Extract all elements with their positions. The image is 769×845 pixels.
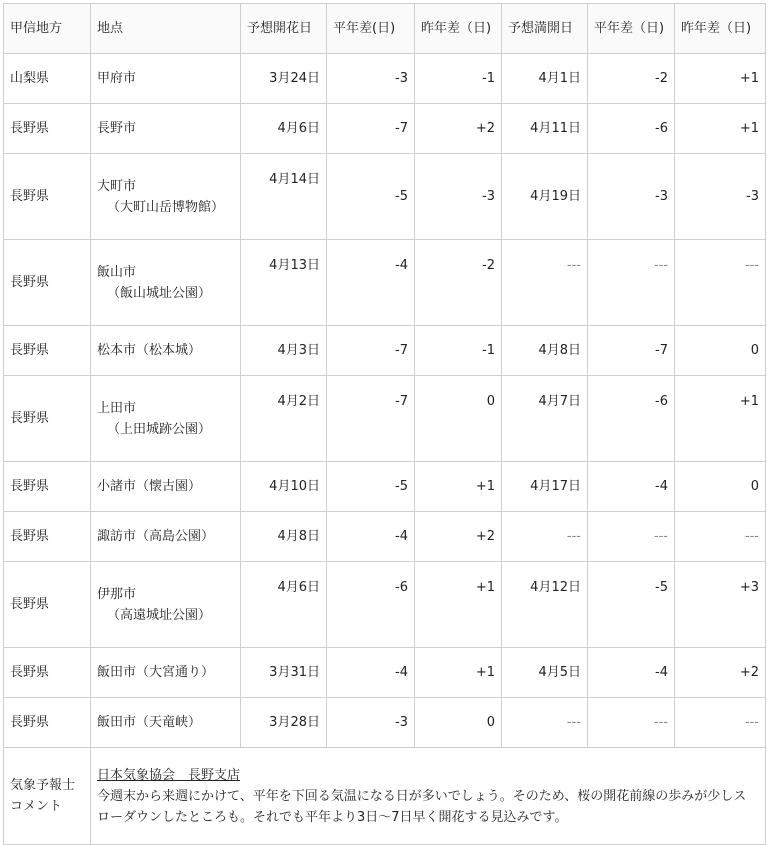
- header-location: 地点: [91, 4, 241, 54]
- bloom-vs-last-year-cell: 0: [415, 698, 502, 748]
- sakura-forecast-table: [3, 3, 766, 845]
- full-vs-last-year-cell: +1: [675, 54, 766, 104]
- full-vs-last-year-cell: +1: [675, 376, 766, 462]
- prefecture-cell: 長野県: [4, 648, 91, 698]
- prefecture-cell: 長野県: [4, 698, 91, 748]
- forecaster-comment-row: [4, 748, 766, 845]
- table-row: [4, 326, 766, 376]
- full-bloom-date-cell: ---: [502, 698, 588, 748]
- location-detail: （飯山城址公園）: [107, 285, 212, 301]
- bloom-vs-last-year-cell: +1: [415, 562, 502, 648]
- location-name: 飯山市: [97, 264, 137, 280]
- table-row: [4, 240, 766, 326]
- bloom-vs-average-cell: -5: [327, 462, 415, 512]
- full-vs-average-cell: -6: [588, 376, 675, 462]
- full-bloom-date-cell: 4月12日: [502, 562, 588, 648]
- bloom-vs-average-cell: -7: [327, 326, 415, 376]
- full-bloom-date-cell: ---: [502, 512, 588, 562]
- prefecture-cell: 長野県: [4, 104, 91, 154]
- location-detail: （大町山岳博物館）: [107, 199, 225, 215]
- bloom-vs-last-year-cell: +2: [415, 104, 502, 154]
- prefecture-cell: 長野県: [4, 326, 91, 376]
- full-bloom-date-cell: 4月5日: [502, 648, 588, 698]
- bloom-date-cell: 3月24日: [241, 54, 327, 104]
- full-vs-average-cell: -7: [588, 326, 675, 376]
- bloom-vs-average-cell: -3: [327, 54, 415, 104]
- bloom-vs-average-cell: -5: [327, 154, 415, 240]
- prefecture-cell: 長野県: [4, 512, 91, 562]
- comment-label-line1: 気象予報士: [10, 778, 76, 793]
- bloom-vs-average-cell: -4: [327, 512, 415, 562]
- prefecture-cell: 長野県: [4, 154, 91, 240]
- table-row: [4, 512, 766, 562]
- full-vs-average-cell: -4: [588, 462, 675, 512]
- location-name: 上田市: [97, 400, 137, 416]
- full-vs-average-cell: ---: [588, 240, 675, 326]
- bloom-vs-average-cell: -7: [327, 104, 415, 154]
- full-vs-average-cell: -5: [588, 562, 675, 648]
- full-vs-last-year-cell: 0: [675, 462, 766, 512]
- full-bloom-date-cell: 4月7日: [502, 376, 588, 462]
- comment-text: 今週末から来週にかけて、平年を下回る気温になる日が多いでしょう。そのため、桜の開花前線の歩みが少しスローダウンしたところも。それでも平年より3日〜7日早く開花する見込みです。: [97, 788, 747, 825]
- bloom-date-cell: 4月6日: [241, 562, 327, 648]
- table-row: [4, 54, 766, 104]
- full-vs-average-cell: -6: [588, 104, 675, 154]
- location-cell: [91, 240, 241, 326]
- location-cell: [91, 376, 241, 462]
- full-bloom-date-cell: 4月8日: [502, 326, 588, 376]
- full-bloom-date-cell: 4月1日: [502, 54, 588, 104]
- location-cell: 甲府市: [91, 54, 241, 104]
- full-vs-average-cell: -3: [588, 154, 675, 240]
- header-full-vs-last-year: 昨年差（日): [675, 4, 766, 54]
- prefecture-cell: 長野県: [4, 376, 91, 462]
- bloom-date-cell: 4月14日: [241, 154, 327, 240]
- full-vs-average-cell: ---: [588, 698, 675, 748]
- full-vs-last-year-cell: ---: [675, 512, 766, 562]
- bloom-vs-last-year-cell: -1: [415, 54, 502, 104]
- bloom-vs-average-cell: -4: [327, 648, 415, 698]
- prefecture-cell: 長野県: [4, 240, 91, 326]
- bloom-date-cell: 4月2日: [241, 376, 327, 462]
- full-vs-average-cell: -4: [588, 648, 675, 698]
- full-vs-average-cell: -2: [588, 54, 675, 104]
- prefecture-cell: 山梨県: [4, 54, 91, 104]
- bloom-vs-average-cell: -6: [327, 562, 415, 648]
- bloom-vs-average-cell: -7: [327, 376, 415, 462]
- comment-body-cell: [91, 748, 766, 845]
- table-row: [4, 154, 766, 240]
- full-vs-last-year-cell: +2: [675, 648, 766, 698]
- full-bloom-date-cell: 4月17日: [502, 462, 588, 512]
- header-bloom-vs-last-year: 昨年差（日): [415, 4, 502, 54]
- bloom-vs-average-cell: -3: [327, 698, 415, 748]
- location-cell: 飯田市（大宮通り）: [91, 648, 241, 698]
- full-bloom-date-cell: ---: [502, 240, 588, 326]
- location-cell: 松本市（松本城）: [91, 326, 241, 376]
- bloom-date-cell: 4月10日: [241, 462, 327, 512]
- header-full-bloom-date: 予想満開日: [502, 4, 588, 54]
- bloom-date-cell: 4月3日: [241, 326, 327, 376]
- bloom-vs-last-year-cell: +1: [415, 462, 502, 512]
- comment-label-cell: [4, 748, 91, 845]
- header-bloom-date: 予想開花日: [241, 4, 327, 54]
- location-cell: [91, 562, 241, 648]
- location-cell: 小諸市（懐古園）: [91, 462, 241, 512]
- location-cell: 長野市: [91, 104, 241, 154]
- bloom-vs-last-year-cell: -2: [415, 240, 502, 326]
- header-bloom-vs-average: 平年差(日): [327, 4, 415, 54]
- full-bloom-date-cell: 4月11日: [502, 104, 588, 154]
- bloom-date-cell: 4月6日: [241, 104, 327, 154]
- location-cell: 飯田市（天竜峡）: [91, 698, 241, 748]
- header-full-vs-average: 平年差（日): [588, 4, 675, 54]
- location-detail: （上田城跡公園）: [107, 421, 212, 437]
- full-vs-last-year-cell: ---: [675, 698, 766, 748]
- table-row: [4, 376, 766, 462]
- prefecture-cell: 長野県: [4, 462, 91, 512]
- table-row: [4, 562, 766, 648]
- full-vs-last-year-cell: 0: [675, 326, 766, 376]
- full-vs-average-cell: ---: [588, 512, 675, 562]
- full-bloom-date-cell: 4月19日: [502, 154, 588, 240]
- full-vs-last-year-cell: ---: [675, 240, 766, 326]
- bloom-vs-last-year-cell: -3: [415, 154, 502, 240]
- comment-label-line2: コメント: [10, 799, 63, 814]
- bloom-vs-last-year-cell: +2: [415, 512, 502, 562]
- full-vs-last-year-cell: -3: [675, 154, 766, 240]
- full-vs-last-year-cell: +1: [675, 104, 766, 154]
- bloom-date-cell: 4月13日: [241, 240, 327, 326]
- location-detail: （高遠城址公園）: [107, 607, 212, 623]
- comment-organization: 日本気象協会 長野支店: [97, 767, 241, 783]
- header-region: 甲信地方: [4, 4, 91, 54]
- bloom-date-cell: 3月31日: [241, 648, 327, 698]
- location-name: 大町市: [97, 178, 137, 194]
- bloom-vs-last-year-cell: +1: [415, 648, 502, 698]
- location-cell: [91, 154, 241, 240]
- prefecture-cell: 長野県: [4, 562, 91, 648]
- table-row: [4, 698, 766, 748]
- bloom-date-cell: 4月8日: [241, 512, 327, 562]
- bloom-vs-last-year-cell: -1: [415, 326, 502, 376]
- table-row: [4, 462, 766, 512]
- table-header-row: [4, 4, 766, 54]
- bloom-vs-last-year-cell: 0: [415, 376, 502, 462]
- bloom-vs-average-cell: -4: [327, 240, 415, 326]
- table-row: [4, 104, 766, 154]
- bloom-date-cell: 3月28日: [241, 698, 327, 748]
- full-vs-last-year-cell: +3: [675, 562, 766, 648]
- location-cell: 諏訪市（高島公園）: [91, 512, 241, 562]
- location-name: 伊那市: [97, 586, 137, 602]
- table-row: [4, 648, 766, 698]
